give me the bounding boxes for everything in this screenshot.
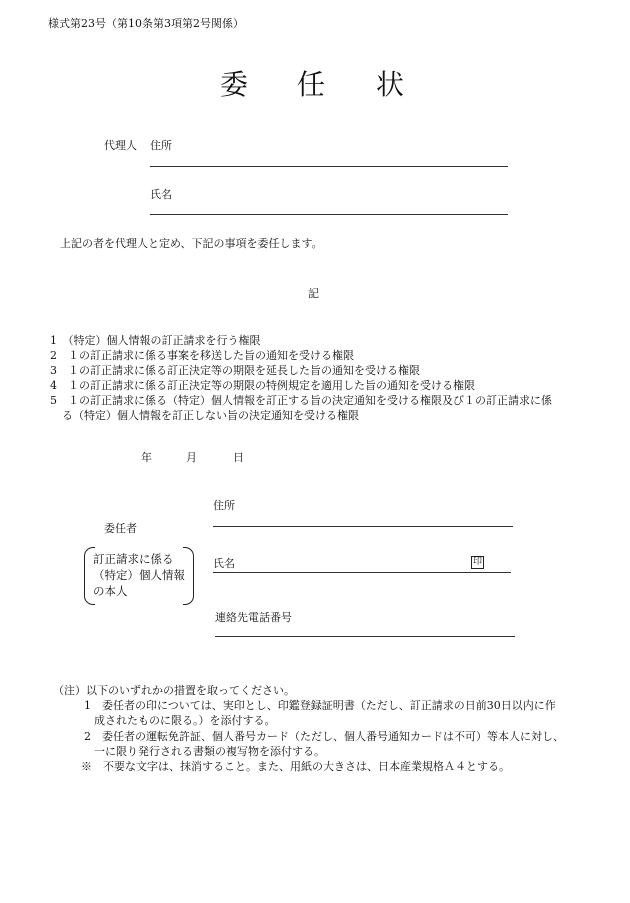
ki-heading: 記 — [308, 287, 319, 300]
principal-label: 委任者 — [104, 522, 137, 535]
principal-name-line[interactable] — [213, 572, 511, 573]
date-month: 月 — [186, 451, 197, 464]
bracket-line-1: 訂正請求に係る — [93, 552, 174, 566]
title-char-2: 任 — [297, 68, 326, 101]
title-char-1: 委 — [220, 68, 249, 101]
item-4: 4 １の訂正請求に係る訂正決定等の期限の特例規定を適用した旨の通知を受ける権限 — [50, 379, 475, 392]
note-1-cont: 成されたものに限る。）を添付する。 — [94, 714, 276, 727]
item-3: 3 １の訂正請求に係る訂正決定等の期限を延長した旨の通知を受ける権限 — [50, 364, 420, 377]
principal-phone-line[interactable] — [215, 636, 515, 637]
item-2: 2 １の訂正請求に係る事案を移送した旨の通知を受ける権限 — [50, 349, 354, 362]
note-3: ※ 不要な文字は、抹消すること。また、用紙の大きさは、日本産業規格Ａ４とする。 — [81, 760, 510, 773]
agent-label: 代理人 — [104, 139, 137, 152]
note-2: 2 委任者の運転免許証、個人番号カード（ただし、個人番号通知カードは不可）等本人に対し、 — [84, 730, 564, 743]
agent-name-label: 氏名 — [150, 188, 172, 201]
item-5: 5 １の訂正請求に係る（特定）個人情報を訂正する旨の決定通知を受ける権限及び１の訂正請求に係 — [50, 394, 552, 407]
title-char-3: 状 — [376, 68, 405, 101]
agent-name-line[interactable] — [150, 214, 508, 215]
date-day: 日 — [233, 451, 244, 464]
agent-address-label: 住所 — [150, 139, 172, 152]
date-year: 年 — [141, 451, 152, 464]
principal-address-line[interactable] — [213, 526, 513, 527]
bracket-line-2: （特定）個人情報 — [93, 568, 185, 582]
item-5-cont: る（特定）個人情報を訂正しない旨の決定通知を受ける権限 — [62, 409, 359, 422]
principal-name-label: 氏名 — [213, 557, 235, 570]
bracket-line-3: の本人 — [93, 584, 128, 598]
item-1: 1 （特定）個人情報の訂正請求を行う権限 — [50, 334, 261, 347]
seal-mark: 印 — [472, 557, 482, 567]
notes-heading: （注）以下のいずれかの措置を取ってください。 — [53, 684, 295, 697]
principal-phone-label: 連絡先電話番号 — [215, 611, 292, 624]
note-1: 1 委任者の印については、実印とし、印鑑登録証明書（ただし、訂正請求の日前30日以内に作 — [84, 699, 556, 712]
principal-address-label: 住所 — [213, 499, 235, 512]
intro-text: 上記の者を代理人と定め、下記の事項を委任します。 — [60, 237, 323, 250]
form-number: 様式第23号（第10条第3項第2号関係） — [48, 17, 244, 30]
note-2-cont: 一に限り発行される書類の複写物を添付する。 — [94, 745, 325, 758]
agent-address-line[interactable] — [150, 166, 508, 167]
